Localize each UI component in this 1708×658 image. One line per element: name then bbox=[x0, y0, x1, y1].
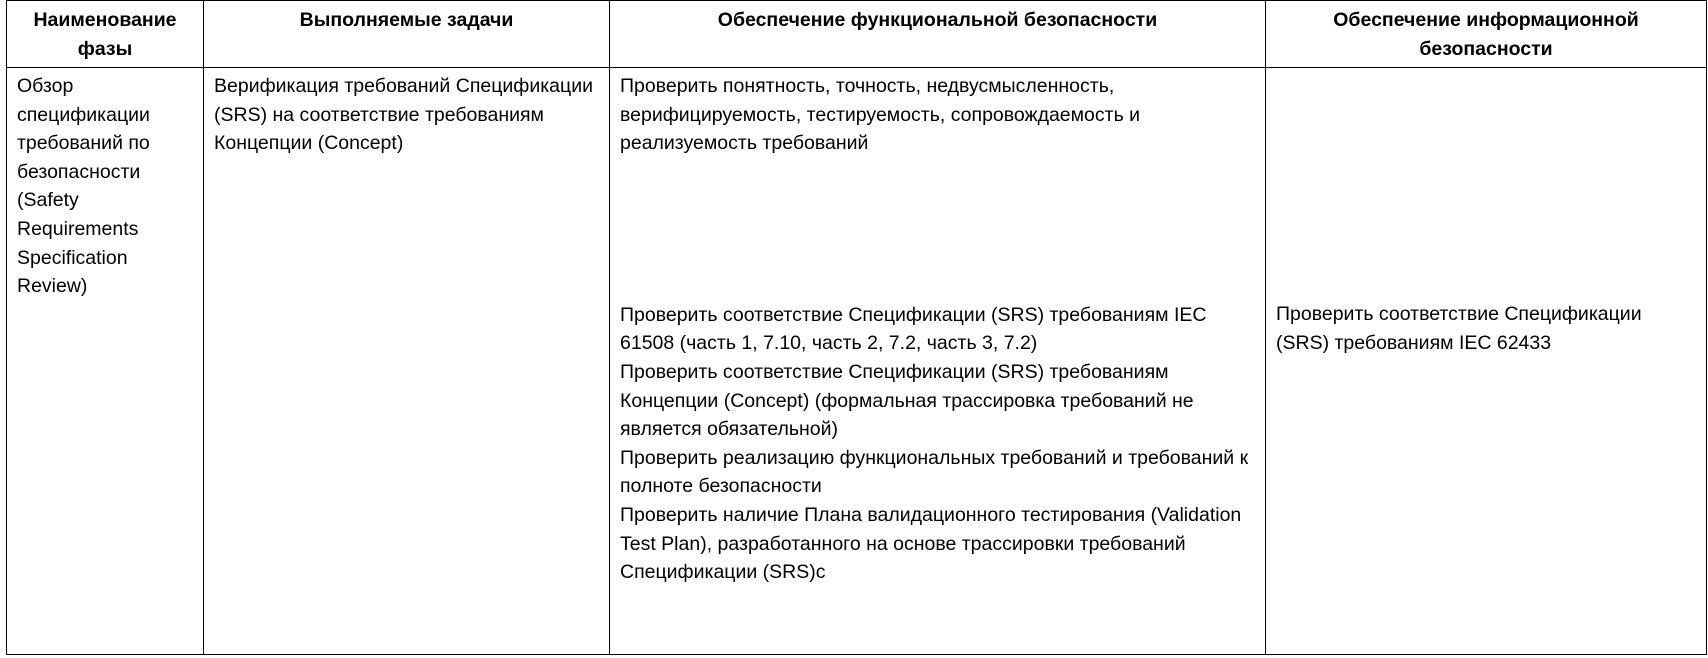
header-phase-name: Наименование фазы bbox=[7, 1, 204, 68]
spacer bbox=[1276, 72, 1696, 300]
functional-safety-item: Проверить соответствие Спецификации (SRS) требованиям Концепции (Concept) (формальная трассировка требований не является обязательной) bbox=[620, 360, 1194, 441]
header-functional-safety: Обеспечение функциональной безопасности bbox=[610, 1, 1266, 68]
table-header-row bbox=[7, 1, 1707, 68]
header-information-security: Обеспечение информационной безопасности bbox=[1266, 1, 1707, 68]
functional-safety-item: Проверить реализацию функциональных требований и требований к полноте безопасности bbox=[620, 446, 1249, 498]
cell-task: Верификация требований Спецификации (SRS) на соответствие требованиям Концепции (Concept) bbox=[204, 68, 610, 655]
cell-functional-safety bbox=[610, 68, 1266, 655]
table-row bbox=[7, 68, 1707, 655]
information-security-item: Проверить соответствие Спецификации (SRS) требованиям IEC 62433 bbox=[1276, 303, 1642, 354]
functional-safety-item: Проверить соответствие Спецификации (SRS) требованиям IEC 61508 (часть 1, 7.10, часть 2, 7.2, часть 3, 7.2) bbox=[620, 303, 1207, 355]
cell-phase: Обзор спецификации требований по безопасности (Safety Requirements Specification Review) bbox=[7, 68, 204, 655]
spacer bbox=[620, 158, 1255, 301]
header-tasks: Выполняемые задачи bbox=[204, 1, 610, 68]
functional-safety-item: Проверить понятность, точность, недвусмысленность, верифицируемость, тестируемость, сопровождаемость и реализуемость требований bbox=[620, 75, 1141, 155]
phase-requirements-table bbox=[6, 0, 1707, 655]
cell-information-security bbox=[1266, 68, 1707, 655]
functional-safety-item: Проверить наличие Плана валидационного тестирования (Validation Test Plan), разработанного на основе трассировки требований Спецификации (SRS)с bbox=[620, 503, 1242, 584]
